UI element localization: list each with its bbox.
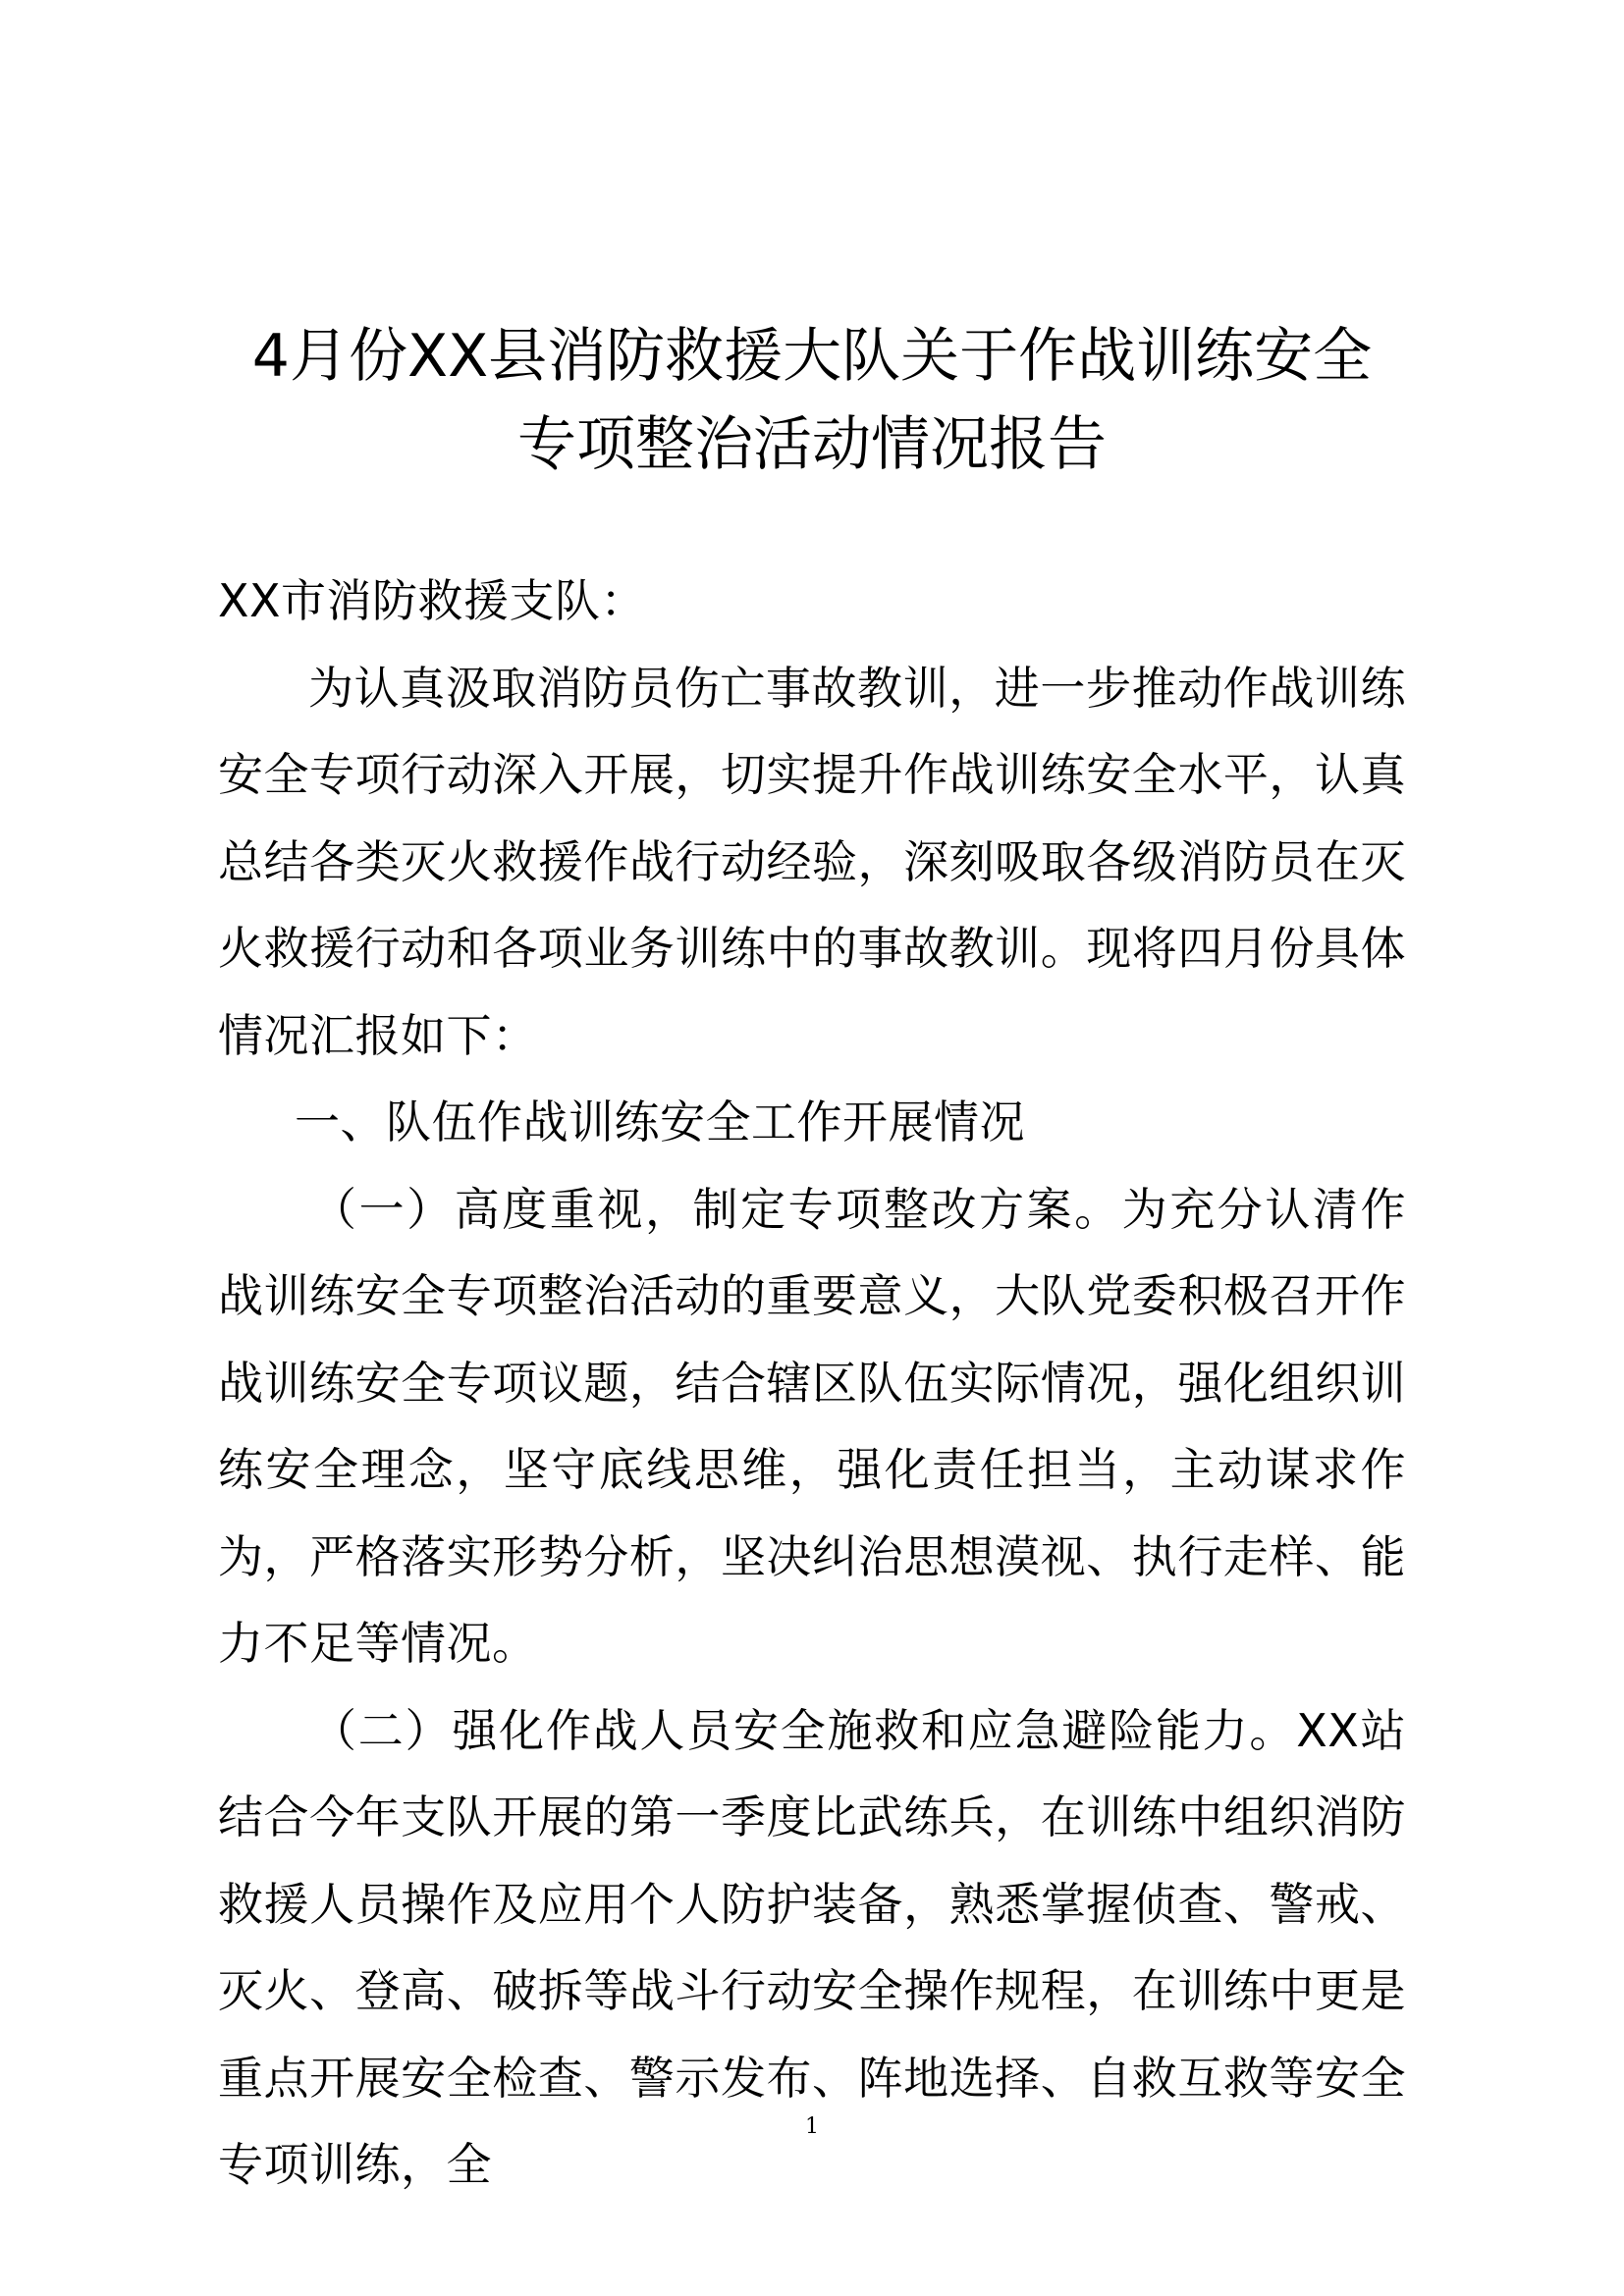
item-paragraph-2: （二）强化作战人员安全施救和应急避险能力。XX站结合今年支队开展的第一季度比武练兵，在训练中组织消防救援人员操作及应用个人防护装备，熟悉掌握侦查、警戒、灭火、登高、破拆等战斗行动安全操作规程，在训练中更是重点开展安全检查、警示发布、阵地选择、自救互救等安全专项训练，全 [218, 1703, 1406, 2191]
title-line-2: 专项整治活动情况报告 [517, 410, 1107, 479]
section-heading: 一、队伍作战训练安全工作开展情况 [295, 1095, 1025, 1148]
document-body [218, 558, 1406, 2209]
intro-paragraph: 为认真汲取消防员伤亡事故教训，进一步推动作战训练安全专项行动深入开展，切实提升作战训练安全水平，认真总结各类灭火救援作战行动经验，深刻吸取各级消防员在灭火救援行动和各项业务训练中的事故教训。现将四月份具体情况汇报如下： [218, 661, 1406, 1062]
item-paragraph-1: （一）高度重视，制定专项整改方案。为充分认清作战训练安全专项整治活动的重要意义，大队党委积极召开作战训练安全专项议题，结合辖区队伍实际情况，强化组织训练安全理念，坚守底线思维，强化责任担当，主动谋求作为，严格落实形势分析，坚决纠治思想漠视、执行走样、能力不足等情况。 [218, 1182, 1406, 1670]
title-line-1: 4月份XX县消防救援大队关于作战训练安全 [251, 322, 1373, 391]
document-title [187, 312, 1437, 489]
page-number: 1 [805, 2114, 819, 2139]
salutation: XX市消防救援支队： [218, 574, 647, 627]
